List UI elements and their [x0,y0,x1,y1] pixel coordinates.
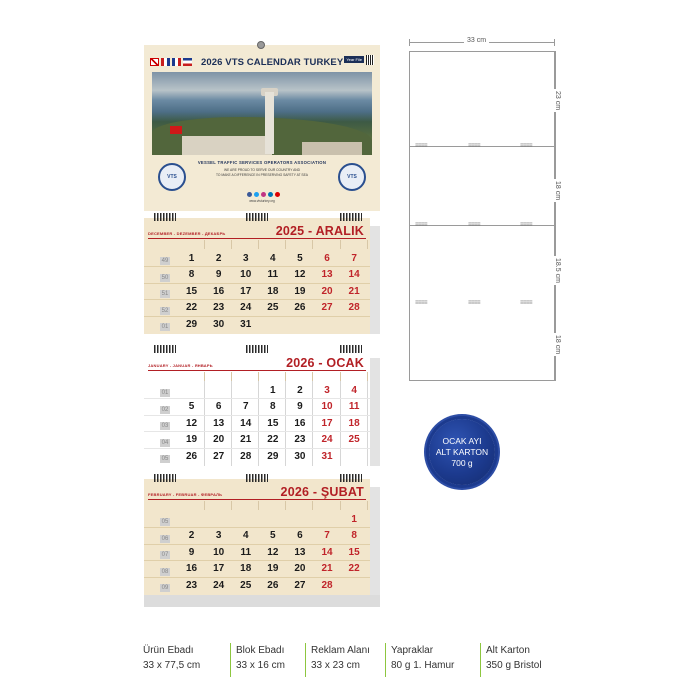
weekday-cell [286,240,313,249]
month-rule [148,370,366,371]
weekday-header [178,501,368,510]
flag-icon [161,58,170,66]
day-cell: 1 [351,513,357,525]
month-title: 2026 - OCAK [286,356,364,370]
qr-code-icon [366,55,374,65]
week-number: 49 [161,258,169,264]
calendar-outline [409,51,555,381]
month-block-december [144,218,380,334]
instagram-icon [261,192,266,197]
spec-value: 350 g Bristol [486,660,542,671]
day-cell: 24 [321,434,333,445]
month-translations: JANUARY - JANUAR - ЯНВАРЬ [148,363,213,368]
spec-value: 33 x 77,5 cm [143,660,201,671]
association-website: www.vtsturkey.org [249,199,275,203]
day-cell: 26 [185,450,198,462]
day-cell: 15 [348,546,360,558]
association-motto-1: WE ARE PROUD TO SERVE OUR COUNTRY AND [223,168,301,172]
day-cell: 4 [242,530,249,541]
segment-label-header: 23 cm [554,91,561,111]
day-cell: 8 [351,530,357,541]
segment-divider [409,225,555,226]
day-cell: 23 [185,579,198,591]
day-cell: 27 [321,302,333,313]
flag-icon [183,58,192,66]
association-logo: VTS [338,163,366,191]
day-cell: 11 [240,546,252,558]
dimension-diagram [409,33,561,381]
day-cell: 2 [297,384,303,396]
spec-value: 33 x 16 cm [236,660,285,671]
day-cell: 10 [213,546,225,558]
turkish-flag-icon [170,126,182,134]
day-cell: 7 [351,252,357,264]
day-cell: 29 [267,450,279,462]
day-cell: 12 [185,417,198,429]
week-row [144,577,370,593]
day-cell: 15 [185,285,198,297]
week-row [144,432,370,448]
week-row [144,415,370,431]
spec-product-size [143,643,230,677]
spiral-mark: ≡≡≡≡ [415,222,428,228]
day-cell: 24 [213,579,225,591]
association-block [144,158,380,210]
spiral-coil-icon [154,213,176,221]
day-cell: 15 [267,417,279,429]
day-cell: 5 [188,401,195,412]
year-badge: Year File [346,57,362,62]
day-cell: 17 [321,417,333,429]
day-cell: 16 [185,563,198,574]
week-row [144,250,370,266]
month-tab [370,358,380,466]
month-title: 2026 - ŞUBAT [280,485,364,499]
day-cell: 9 [188,546,195,558]
spiral-mark: ≡≡≡≡ [520,143,533,149]
day-cell: 12 [294,269,306,280]
week-number: 51 [161,291,169,297]
calendar-title: 2026 VTS CALENDAR TURKEY [201,56,344,68]
day-cell: 13 [321,269,333,280]
weekday-cell [178,372,205,381]
day-cell: 18 [240,563,252,574]
weekday-cell [259,372,286,381]
week-row [144,561,370,577]
spiral-mark: ≡≡≡≡ [415,300,428,306]
association-name: VESSEL TRAFFIC SERVICES OPERATORS ASSOCIATION [197,160,327,165]
day-cell: 3 [324,384,330,396]
week-row [144,511,370,527]
day-cell: 21 [348,285,360,297]
day-cell: 21 [321,563,333,574]
day-cell: 30 [213,318,225,330]
day-cell: 6 [324,252,330,264]
day-cell: 28 [321,579,333,591]
week-number: 06 [161,535,169,542]
month-header [148,485,366,501]
day-cell: 19 [294,285,306,297]
day-cell: 6 [297,530,303,541]
facebook-icon [247,192,252,197]
association-motto-2: TO MAKE A DIFFERENCE IN PRESERVING SAFETY AT SEA [215,173,309,177]
month-rule [148,499,366,500]
day-cell: 31 [240,318,252,330]
calendar-header [144,45,380,211]
weekday-cell [178,240,205,249]
day-cell: 11 [267,269,279,280]
day-cell: 7 [242,401,249,412]
day-cell: 13 [294,546,306,558]
spiral-binding [150,474,364,483]
day-cell: 4 [351,384,357,396]
day-cell: 21 [240,434,252,445]
day-cell: 23 [294,434,306,445]
day-cell: 17 [213,563,225,574]
weekday-cell [205,372,232,381]
association-logo: VTS [158,163,186,191]
spiral-coil-icon [340,474,362,482]
spiral-mark: ≡≡≡≡ [468,143,481,149]
weekday-cell [313,372,340,381]
spiral-binding [150,213,364,222]
segment-label-month2: 18.5 cm [554,258,561,283]
day-cell: 8 [188,269,195,280]
day-cell: 9 [297,401,303,412]
weekday-cell [341,240,368,249]
social-icons [247,192,280,197]
day-cell: 27 [294,579,306,591]
day-cell: 2 [188,530,195,541]
title-bar [150,55,374,69]
day-cell: 2 [215,252,222,264]
spec-back-board [480,643,560,677]
month-translations: DECEMBER - DEZEMBER - ДЕКАБРЬ [148,231,226,236]
day-cell: 18 [267,285,279,297]
month-translations: FEBRUARY - FEBRUAR - ФЕВРАЛЬ [148,492,223,497]
hanger-hole [257,41,265,49]
day-cell: 19 [185,434,198,445]
day-cell: 7 [324,530,330,541]
day-cell: 25 [348,434,360,445]
weekday-cell [232,372,259,381]
spec-key: Ürün Ebadı [143,645,194,656]
month-block-february [144,479,380,595]
spiral-coil-icon [154,474,176,482]
day-cell: 28 [240,450,252,462]
week-number: 50 [161,274,169,281]
weekday-cell [205,501,232,510]
week-row [144,528,370,544]
day-cell: 26 [294,302,306,313]
week-number: 02 [161,406,169,413]
maritime-flags [150,58,192,66]
linkedin-icon [268,192,273,197]
month-header [148,356,366,372]
week-number: 52 [161,307,169,314]
day-cell: 20 [294,563,306,574]
spiral-mark: ≡≡≡≡ [468,222,481,228]
day-cell: 25 [240,579,252,591]
spec-bar [143,643,563,677]
day-cell: 11 [348,401,360,412]
week-number: 08 [161,568,169,575]
month-title: 2025 - ARALIK [275,224,364,238]
spiral-binding [150,345,364,354]
week-row [144,399,370,415]
weekday-cell [286,372,313,381]
day-cell: 20 [213,434,225,445]
day-cell: 14 [240,417,252,429]
week-number: 09 [161,585,169,591]
spiral-mark: ≡≡≡≡ [520,300,533,306]
day-cell: 22 [348,563,360,574]
spec-key: Blok Ebadı [236,645,285,656]
spiral-coil-icon [340,213,362,221]
spec-ad-area [305,643,385,677]
day-cell: 19 [267,563,279,574]
day-cell: 22 [185,302,198,313]
day-cell: 1 [270,384,276,396]
segment-label-month1: 18 cm [554,181,561,201]
twitter-icon [254,192,259,197]
day-cell: 16 [294,417,306,429]
cardboard-weight-seal [429,419,495,485]
spec-pages [385,643,480,677]
day-cell: 28 [348,302,360,313]
day-cell: 9 [215,269,222,280]
day-cell: 6 [215,401,222,412]
day-cell: 12 [267,546,279,558]
flag-icon [150,58,159,66]
day-cell: 30 [294,450,306,462]
spiral-coil-icon [340,345,362,353]
month-block-january [144,350,380,466]
day-cell: 14 [321,546,333,558]
week-number: 05 [161,456,169,462]
day-cell: 20 [321,285,333,297]
weekday-header [178,240,368,249]
weekday-cell [313,240,340,249]
spec-value: 80 g 1. Hamur [391,660,455,671]
seal-line-2: ALT KARTON [435,446,489,457]
day-cell: 4 [270,252,276,264]
spec-block-size [230,643,305,677]
spec-key: Alt Karton [486,645,530,656]
day-cell: 10 [321,401,333,412]
month-header [148,224,366,240]
spiral-coil-icon [246,345,268,353]
day-cell: 25 [267,302,279,313]
day-cell: 18 [348,417,360,429]
calendar-bottom-strip [144,595,380,607]
spiral-coil-icon [246,474,268,482]
seal-line-3: 700 g [451,457,473,468]
weekday-cell [205,240,232,249]
day-cell: 1 [188,252,195,264]
spiral-mark: ≡≡≡≡ [468,300,481,306]
weekday-cell [232,240,259,249]
youtube-icon [275,192,280,197]
weekday-cell [286,501,313,510]
week-number: 07 [161,552,169,558]
spec-key: Reklam Alanı [311,645,370,656]
day-cell: 22 [267,434,279,445]
day-cell: 29 [185,318,198,330]
week-number: 01 [161,324,169,330]
day-cell: 23 [213,302,225,313]
day-cell: 3 [215,530,222,541]
spec-value: 33 x 23 cm [311,660,360,671]
month-rule [148,238,366,239]
week-row [144,283,370,299]
day-cell: 10 [240,269,252,280]
weekday-cell [232,501,259,510]
harbor-photo [152,72,372,155]
week-row [144,448,370,464]
day-cell: 14 [348,269,360,280]
week-row [144,267,370,283]
segment-divider [409,146,555,147]
week-row [144,382,370,398]
width-label: 33 cm [464,37,489,44]
week-number: 04 [161,439,169,446]
spec-key: Yapraklar [391,645,434,656]
day-cell: 8 [270,401,276,412]
week-number: 05 [161,519,169,525]
spiral-coil-icon [154,345,176,353]
week-row [144,300,370,316]
week-row [144,316,370,332]
day-cell: 31 [321,450,333,462]
wall-calendar [144,45,380,607]
weekday-cell [313,501,340,510]
week-number: 03 [161,423,169,429]
weekday-cell [259,501,286,510]
day-cell: 26 [267,579,279,591]
week-row [144,544,370,560]
day-cell: 16 [213,285,225,297]
month-tab [370,226,380,334]
weekday-cell [178,501,205,510]
day-cell: 24 [240,302,252,313]
seal-line-1: OCAK AYI [442,435,482,446]
day-cell: 13 [213,417,225,429]
weekday-header [178,372,368,381]
week-number: 01 [161,390,169,396]
spiral-mark: ≡≡≡≡ [520,222,533,228]
segment-label-month3: 18 cm [554,335,561,355]
day-cell: 17 [240,285,252,297]
day-cell: 3 [242,252,249,264]
spiral-coil-icon [246,213,268,221]
weekday-cell [259,240,286,249]
day-cell: 5 [297,252,303,264]
weekday-cell [341,372,368,381]
day-cell: 5 [270,530,276,541]
weekday-cell [341,501,368,510]
spiral-mark: ≡≡≡≡ [415,143,428,149]
day-cell: 27 [213,450,225,462]
month-tab [370,487,380,595]
flag-icon [172,58,181,66]
